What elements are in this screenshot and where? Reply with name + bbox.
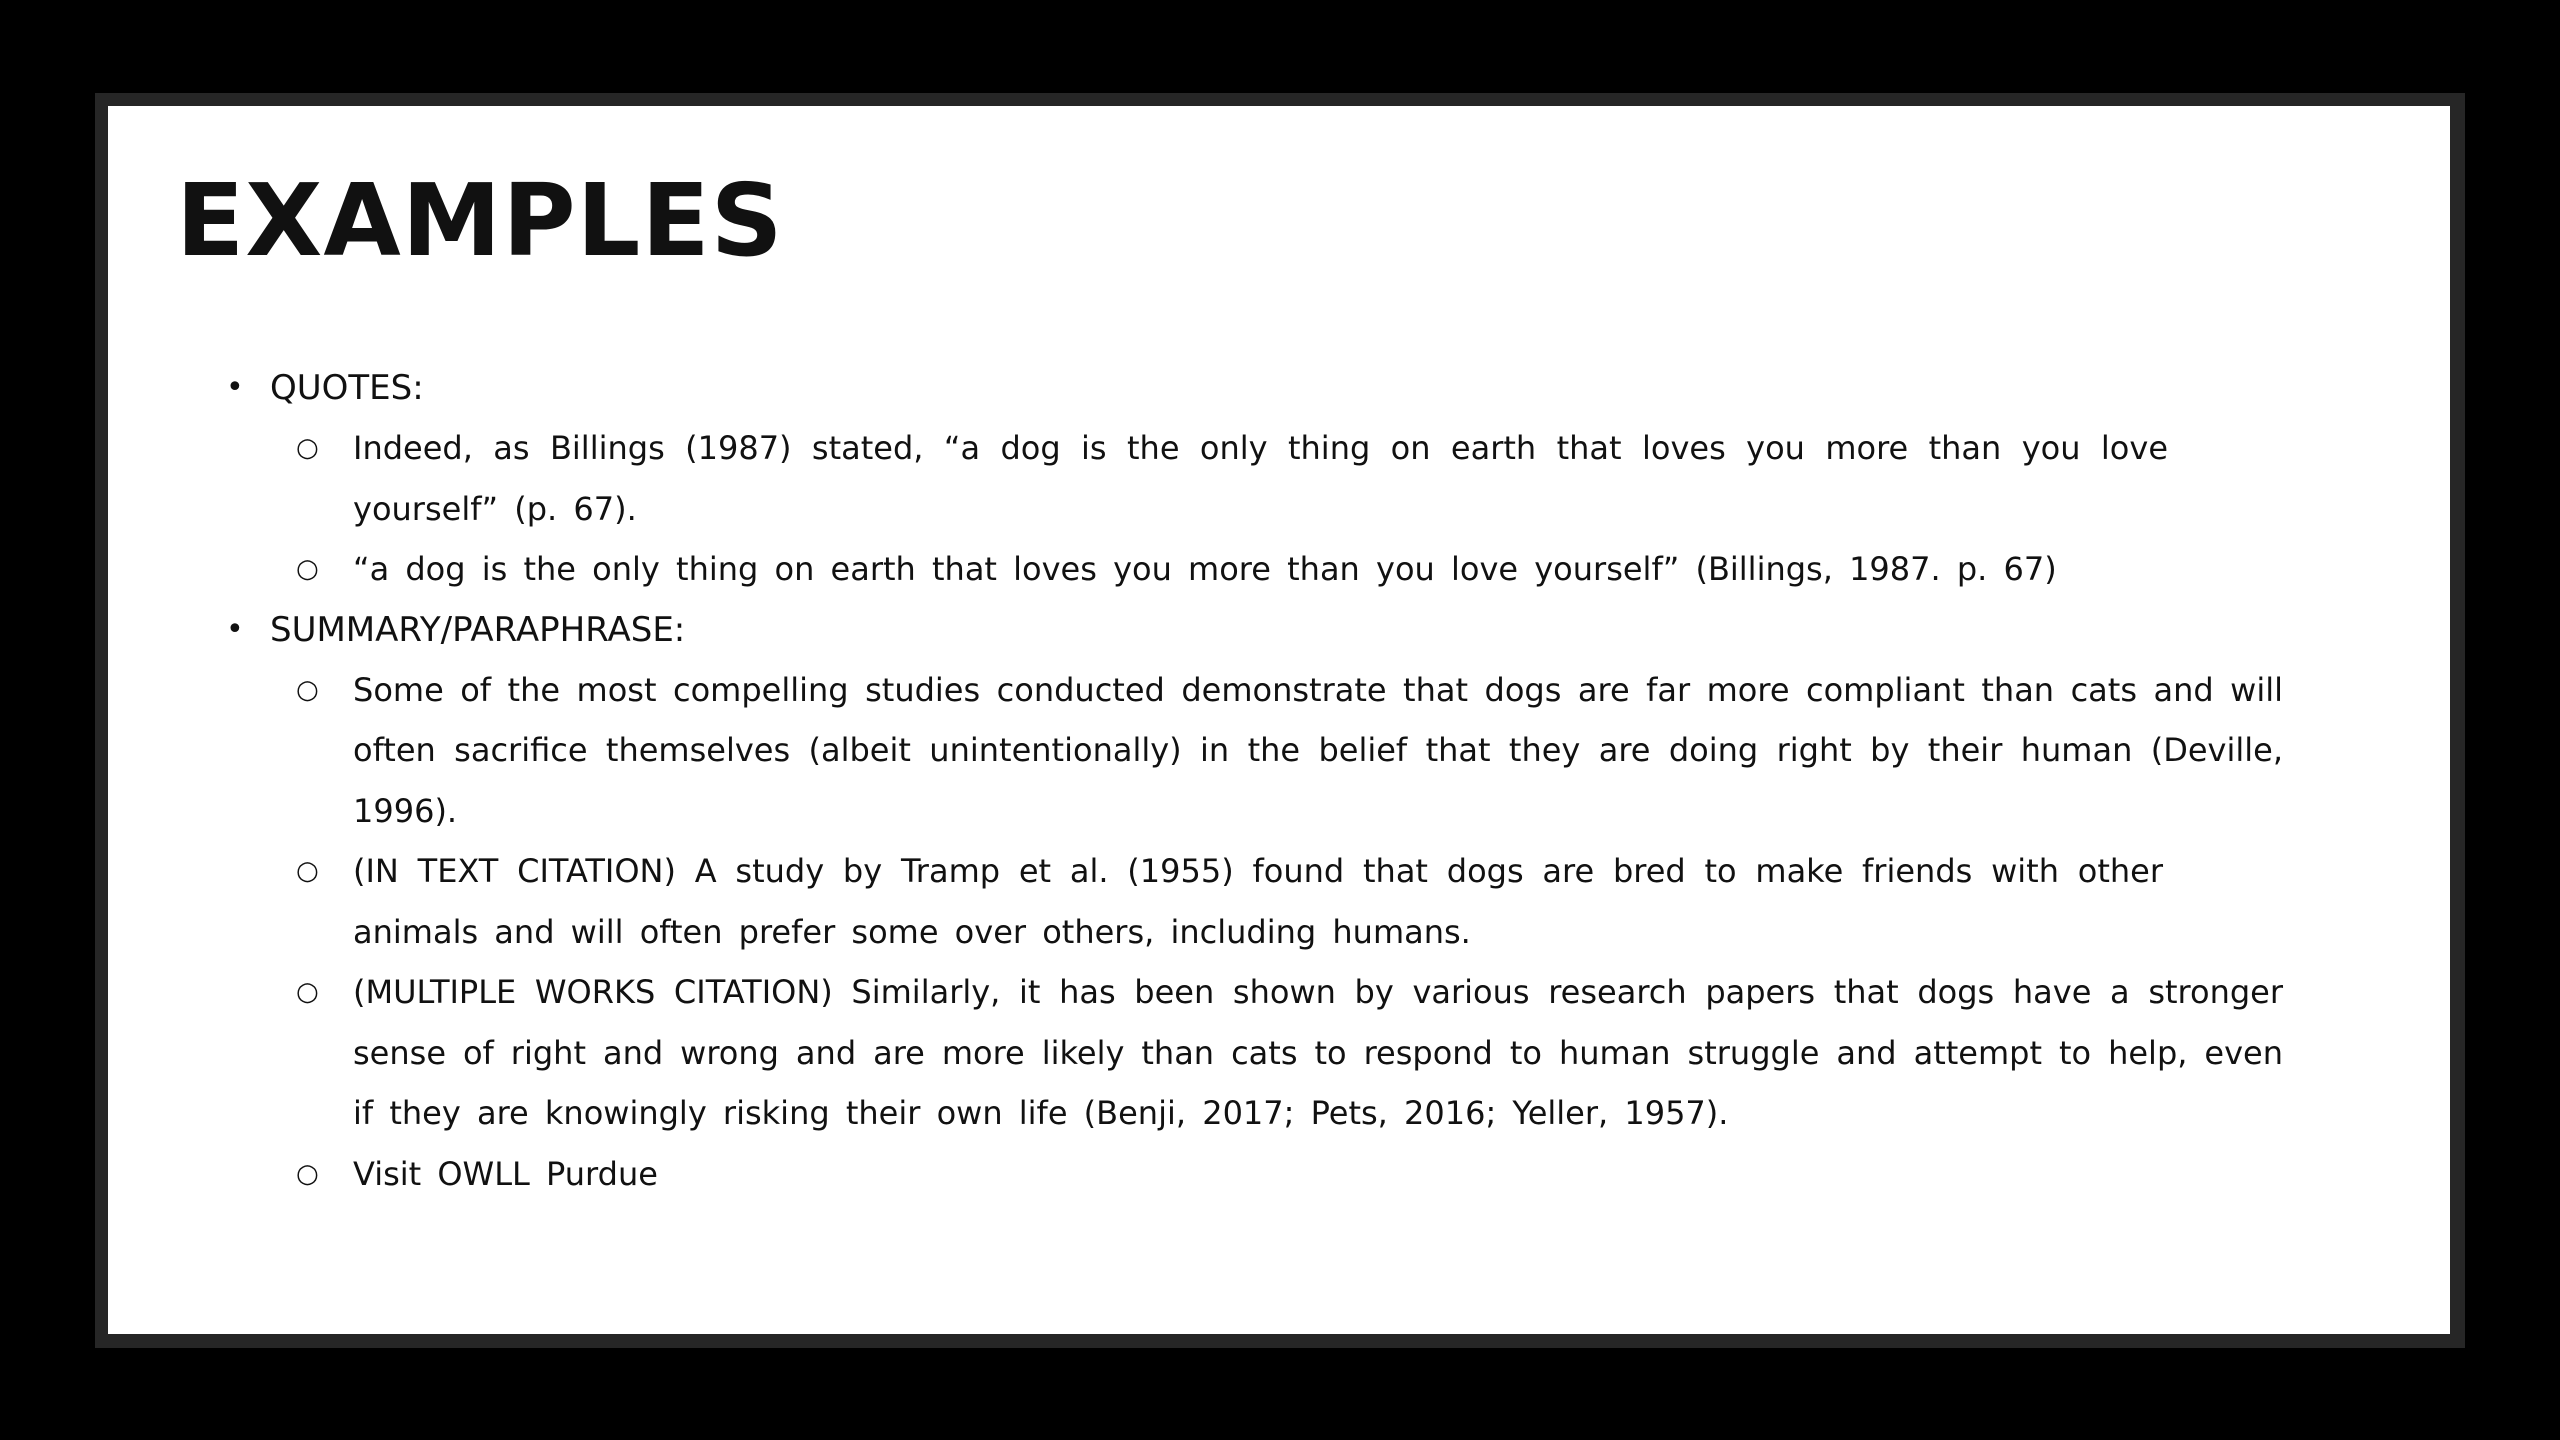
circle-bullet-icon: ○ [296, 1158, 319, 1189]
section-heading-label: QUOTES: [270, 368, 424, 408]
bullet-icon: • [226, 370, 244, 405]
slide-content [108, 358, 2450, 1204]
list-item-summary-4 [108, 1144, 2450, 1205]
bullet-icon: • [226, 611, 244, 647]
list-item-text: (MULTIPLE WORKS CITATION) Similarly, it has been shown by various research papers that dogs have a stronger sense of right and wrong and are more likely than cats to respond to human struggle and attempt to help, even if they are knowingly risking their own life (Benji, 2017; Pets, 2016; Yeller, 1957). [353, 973, 2283, 1132]
list-item-summary-3 [108, 962, 2283, 1144]
list-item-quote-1 [108, 418, 2168, 539]
list-item-summary-1 [108, 660, 2283, 842]
list-item-text: “a dog is the only thing on earth that loves you more than you love yourself” (Billings, 1987. p. 67) [353, 550, 2057, 588]
section-heading-quotes [108, 358, 2450, 418]
slide [108, 106, 2450, 1334]
circle-bullet-icon: ○ [296, 977, 319, 1007]
circle-bullet-icon: ○ [296, 674, 319, 705]
circle-bullet-icon: ○ [296, 554, 319, 584]
list-item-summary-2 [108, 841, 2163, 962]
visit-owl-purdue-text: Visit OWLL Purdue [353, 1154, 658, 1193]
section-heading-summary [108, 600, 2450, 660]
circle-bullet-icon: ○ [296, 433, 319, 463]
slide-frame [95, 93, 2465, 1348]
list-item-text: Indeed, as Billings (1987) stated, “a dog is the only thing on earth that loves you more than you love yourself” (p. 67). [353, 429, 2168, 528]
list-item-text: Some of the most compelling studies conducted demonstrate that dogs are far more compliant than cats and will often sacrifice themselves (albeit unintentionally) in the belief that they are doing right by their human (Deville, 1996). [353, 670, 2283, 830]
list-item-quote-2 [108, 539, 2450, 600]
circle-bullet-icon: ○ [296, 856, 319, 886]
section-heading-label: SUMMARY/PARAPHRASE: [270, 609, 686, 650]
slide-title: EXAMPLES [176, 162, 784, 279]
list-item-text: (IN TEXT CITATION) A study by Tramp et al. (1955) found that dogs are bred to make friends with other animals and will often prefer some over others, including humans. [353, 852, 2163, 951]
